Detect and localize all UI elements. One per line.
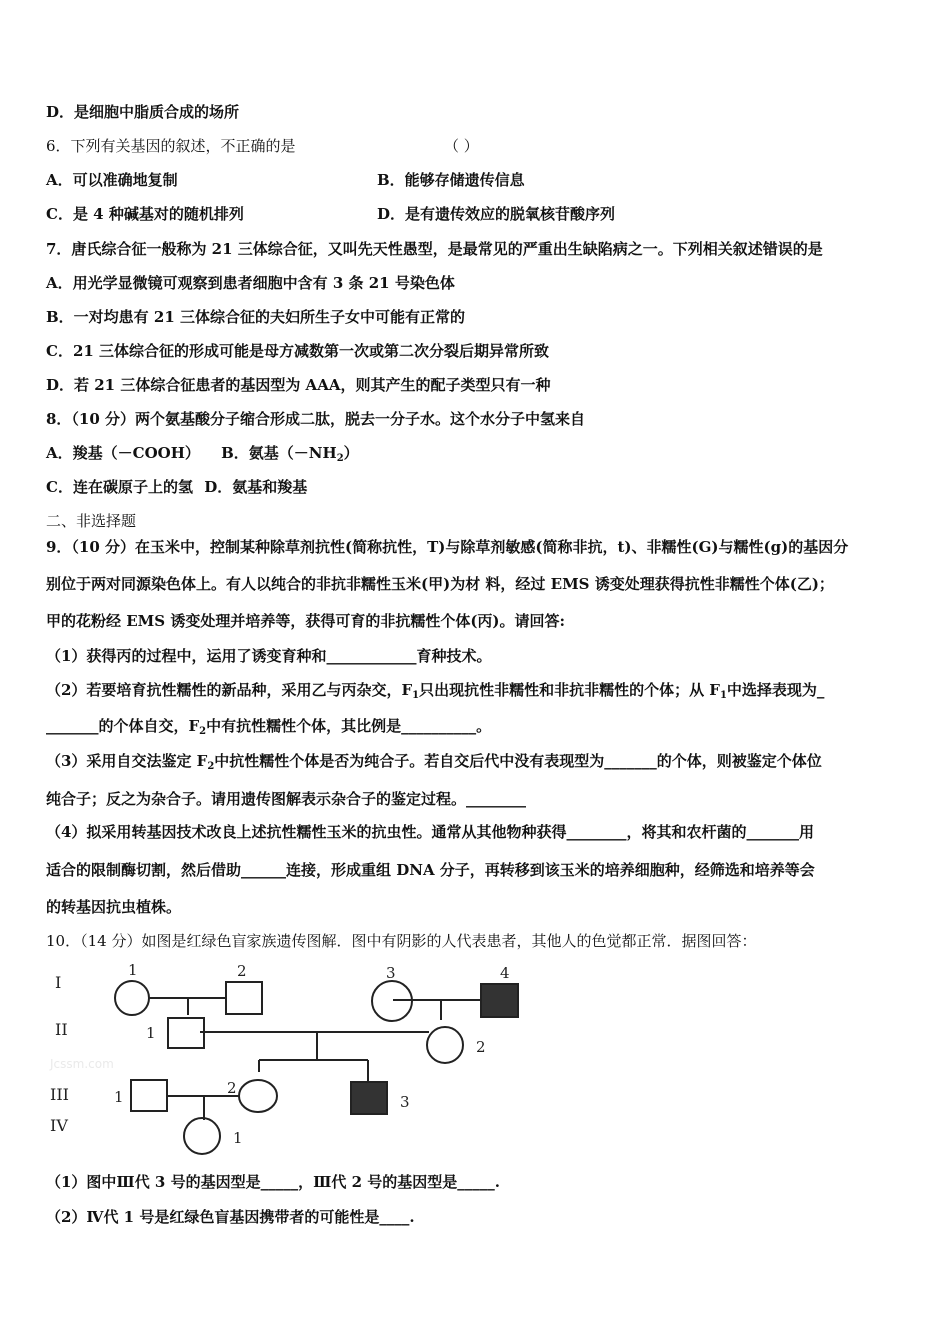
q8-option-d: D．氨基和羧基 bbox=[204, 478, 308, 496]
individual-III-3-affected-male bbox=[351, 1082, 387, 1114]
q6-option-b: B．能够存储遗传信息 bbox=[377, 171, 525, 189]
gen-label-2: II bbox=[55, 1020, 68, 1039]
q8-option-a: A．羧基（－COOH） bbox=[46, 444, 200, 462]
q10-stem: 10．（14 分）如图是红绿色盲家族遗传图解．图中有阴影的人代表患者，其他人的色觉都正常．据图回答： bbox=[46, 932, 757, 950]
q9-part1: （1）获得丙的过程中，运用了诱变育种和____________育种技术。 bbox=[46, 647, 492, 665]
q8-stem: 8．（10 分）两个氨基酸分子缩合形成二肽，脱去一分子水。这个水分子中氢来自 bbox=[46, 410, 586, 428]
pedigree-diagram bbox=[40, 960, 550, 1155]
gen-label-3: III bbox=[50, 1085, 69, 1104]
q8-option-c: C．连在碳原子上的氢 bbox=[46, 478, 193, 496]
q9-line1: 9．（10 分）在玉米中，控制某种除草剂抗性(简称抗性，T)与除草剂敏感(简称非抗，t)、非糯性(G)与糯性(g)的基因分 bbox=[46, 538, 849, 556]
label-III-2: 2 bbox=[227, 1079, 237, 1097]
q7-option-c: C．21 三体综合征的形成可能是母方减数第一次或第二次分裂后期异常所致 bbox=[46, 342, 550, 360]
label-I-2: 2 bbox=[237, 962, 247, 980]
q9-part3-line2: 纯合子；反之为杂合子。请用遗传图解表示杂合子的鉴定过程。________ bbox=[46, 790, 527, 808]
gen-label-4: IV bbox=[50, 1116, 68, 1135]
q10-part1: （1）图中Ⅲ代 3 号的基因型是_____，Ⅲ代 2 号的基因型是_____. bbox=[46, 1173, 500, 1191]
q9-line3: 甲的花粉经 EMS 诱变处理并培养等，获得可育的非抗糯性个体(丙)。请回答: bbox=[46, 612, 566, 630]
label-II-2: 2 bbox=[476, 1038, 486, 1056]
q7-stem: 7．唐氏综合征一般称为 21 三体综合征，又叫先天性愚型，是最常见的严重出生缺陷病之一。下列相关叙述错误的是 bbox=[46, 240, 823, 258]
label-III-1: 1 bbox=[114, 1088, 124, 1106]
q6-stem: 6．下列有关基因的叙述，不正确的是 （ ） bbox=[46, 137, 479, 155]
individual-IV-1-female bbox=[184, 1118, 220, 1154]
individual-II-2-female bbox=[427, 1027, 463, 1063]
individual-III-2-female bbox=[239, 1080, 277, 1112]
q7-option-a: A．用光学显微镜可观察到患者细胞中含有 3 条 21 号染色体 bbox=[46, 274, 455, 292]
q9-part4-line3: 的转基因抗虫植株。 bbox=[46, 898, 182, 916]
q6-option-a: A．可以准确地复制 bbox=[46, 171, 178, 189]
q8-options-ab bbox=[46, 444, 359, 468]
individual-I-2-male bbox=[226, 982, 262, 1014]
label-III-3: 3 bbox=[400, 1093, 410, 1111]
individual-I-1-female bbox=[115, 981, 149, 1015]
q8-options-cd bbox=[46, 478, 307, 496]
q6-option-d: D．是有遗传效应的脱氧核苷酸序列 bbox=[377, 205, 616, 223]
individual-I-4-affected-male bbox=[481, 984, 518, 1017]
q10-part2: （2）Ⅳ代 1 号是红绿色盲基因携带者的可能性是____. bbox=[46, 1208, 415, 1226]
q9-part4-line2: 适合的限制酶切割，然后借助______连接，形成重组 DNA 分子，再转移到该玉米的培养细胞种，经筛选和培养等会 bbox=[46, 861, 815, 879]
q7-option-b: B．一对均患有 21 三体综合征的夫妇所生子女中可能有正常的 bbox=[46, 308, 465, 326]
q9-part2-line1: （2）若要培育抗性糯性的新品种，采用乙与丙杂交，$F_1$只出现抗性非糯性和非抗非糯性的个体；从 $F_1$中选择表现为_ bbox=[46, 681, 825, 701]
answer-paren: （ ） bbox=[444, 137, 479, 155]
section-heading: 二、非选择题 bbox=[46, 512, 137, 530]
q9-part4-line1: （4）拟采用转基因技术改良上述抗性糯性玉米的抗虫性。通常从其他物种获得________，将其和农杆菌的_______用 bbox=[46, 823, 814, 841]
label-I-4: 4 bbox=[500, 964, 510, 982]
q9-part3-line1: （3）采用自交法鉴定 $F_2$中抗性糯性个体是否为纯合子。若自交后代中没有表现型为_______的个体，则被鉴定个体位 bbox=[46, 752, 822, 772]
gen-label-1: I bbox=[55, 973, 62, 992]
q7-option-d: D．若 21 三体综合征患者的基因型为 AAA，则其产生的配子类型只有一种 bbox=[46, 376, 551, 394]
label-I-3: 3 bbox=[386, 964, 396, 982]
label-II-1: 1 bbox=[146, 1024, 156, 1042]
q5-option-d: D．是细胞中脂质合成的场所 bbox=[46, 103, 240, 121]
label-IV-1: 1 bbox=[233, 1129, 243, 1147]
q6-option-c: C．是 4 种碱基对的随机排列 bbox=[46, 205, 244, 223]
individual-II-1-male bbox=[168, 1018, 204, 1048]
q8-option-b: B．氨基$(-NH_2)$ bbox=[221, 444, 359, 464]
label-I-1: 1 bbox=[128, 961, 138, 979]
q9-line2: 别位于两对同源染色体上。有人以纯合的非抗非糯性玉米(甲)为材 料，经过 EMS 诱变处理获得抗性非糯性个体(乙)； bbox=[46, 575, 834, 593]
individual-III-1-male bbox=[131, 1080, 167, 1111]
watermark: Jcssm.com bbox=[50, 1057, 114, 1071]
q9-part2-line2: _______的个体自交，$F_2$中有抗性糯性个体，其比例是__________。 bbox=[46, 717, 492, 737]
